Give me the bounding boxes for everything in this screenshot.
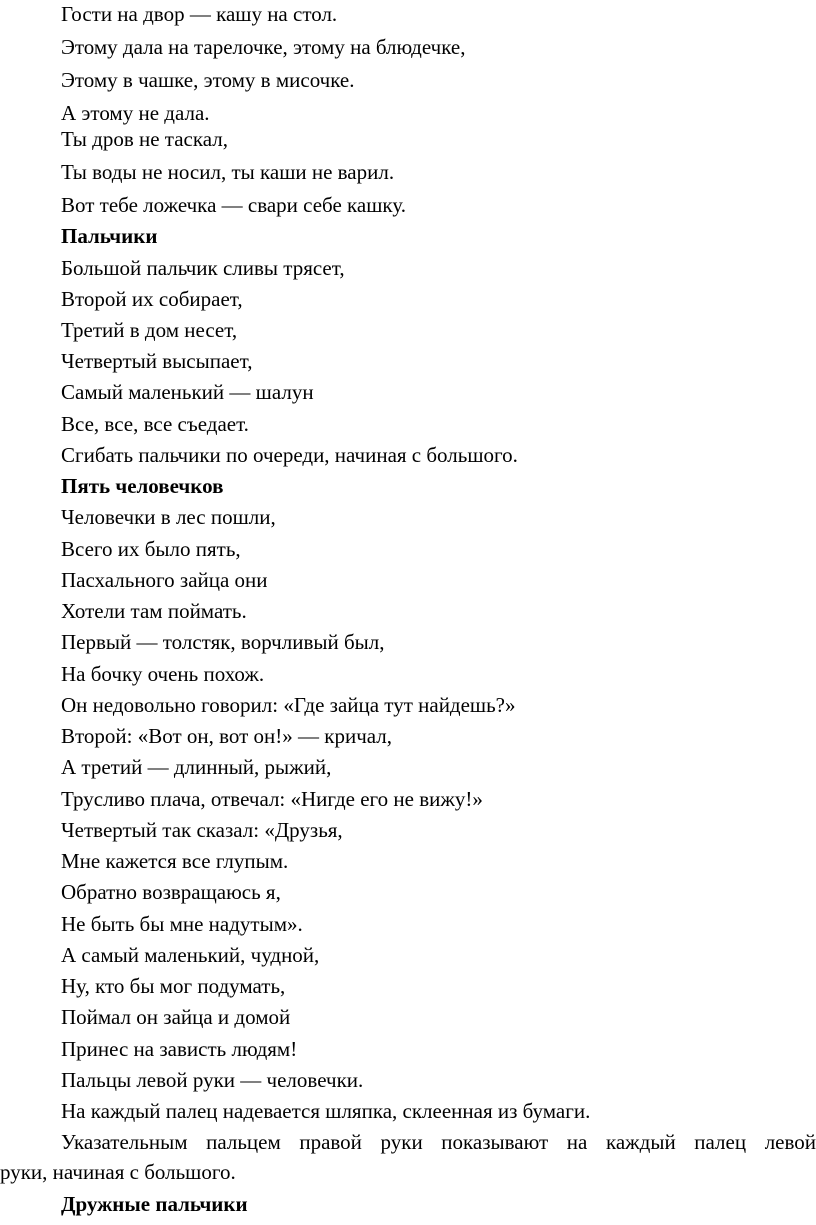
poem-line: Этому в чашке, этому в мисочке.	[61, 68, 355, 92]
poem-line: Обратно возвращаюсь я,	[61, 880, 281, 904]
poem-line: Трусливо плача, отвечал: «Нигде его не вижу!»	[61, 787, 483, 811]
poem-line: Ты воды не носил, ты каши не варил.	[61, 160, 395, 184]
section-heading: Пять человечков	[61, 474, 224, 498]
poem-line: Четвертый так сказал: «Друзья,	[61, 818, 343, 842]
poem-line: Ты дров не таскал,	[61, 127, 228, 151]
poem-line: Четвертый высыпает,	[61, 349, 253, 373]
poem-line: Человечки в лес пошли,	[61, 505, 276, 529]
poem-line: Вот тебе ложечка — свари себе кашку.	[61, 193, 406, 217]
poem-line: Второй их собирает,	[61, 287, 243, 311]
poem-line: Все, все, все съедает.	[61, 412, 249, 436]
poem-line: Гости на двор — кашу на стол.	[61, 2, 338, 26]
poem-line: Этому дала на тарелочке, этому на блюдечке,	[61, 35, 466, 59]
poem-line: Хотели там поймать.	[61, 599, 247, 623]
poem-line: Всего их было пять,	[61, 537, 241, 561]
poem-line: Не быть бы мне надутым».	[61, 912, 303, 936]
section-heading: Пальчики	[61, 224, 158, 248]
poem-line: А этому не дала.	[61, 101, 210, 125]
instruction-line: Пальцы левой руки — человечки.	[61, 1068, 364, 1092]
poem-line: Второй: «Вот он, вот он!» — кричал,	[61, 724, 393, 748]
poem-line: На бочку очень похож.	[61, 662, 265, 686]
poem-line: Первый — толстяк, ворчливый был,	[61, 630, 385, 654]
poem-line: Ну, кто бы мог подумать,	[61, 974, 286, 998]
poem-line: А третий — длинный, рыжий,	[61, 755, 332, 779]
poem-line: А самый маленький, чудной,	[61, 943, 320, 967]
poem-line: Мне кажется все глупым.	[61, 849, 289, 873]
poem-line: Третий в дом несет,	[61, 318, 238, 342]
instruction-line-continued: руки, начиная с большого.	[0, 1160, 236, 1184]
poem-line: Он недовольно говорил: «Где зайца тут найдешь?»	[61, 693, 516, 717]
poem-line: Поймал он зайца и домой	[61, 1005, 291, 1029]
poem-line: Большой пальчик сливы трясет,	[61, 256, 345, 280]
instruction-line: Указательным пальцем правой руки показывают на каждый палец левой	[61, 1130, 816, 1154]
poem-line: Принес на зависть людям!	[61, 1037, 298, 1061]
instruction-line: Сгибать пальчики по очереди, начиная с большого.	[61, 443, 518, 467]
poem-line: Самый маленький — шалун	[61, 380, 314, 404]
section-heading: Дружные пальчики	[61, 1192, 248, 1216]
instruction-line: На каждый палец надевается шляпка, склеенная из бумаги.	[61, 1099, 591, 1123]
poem-line: Пасхального зайца они	[61, 568, 268, 592]
